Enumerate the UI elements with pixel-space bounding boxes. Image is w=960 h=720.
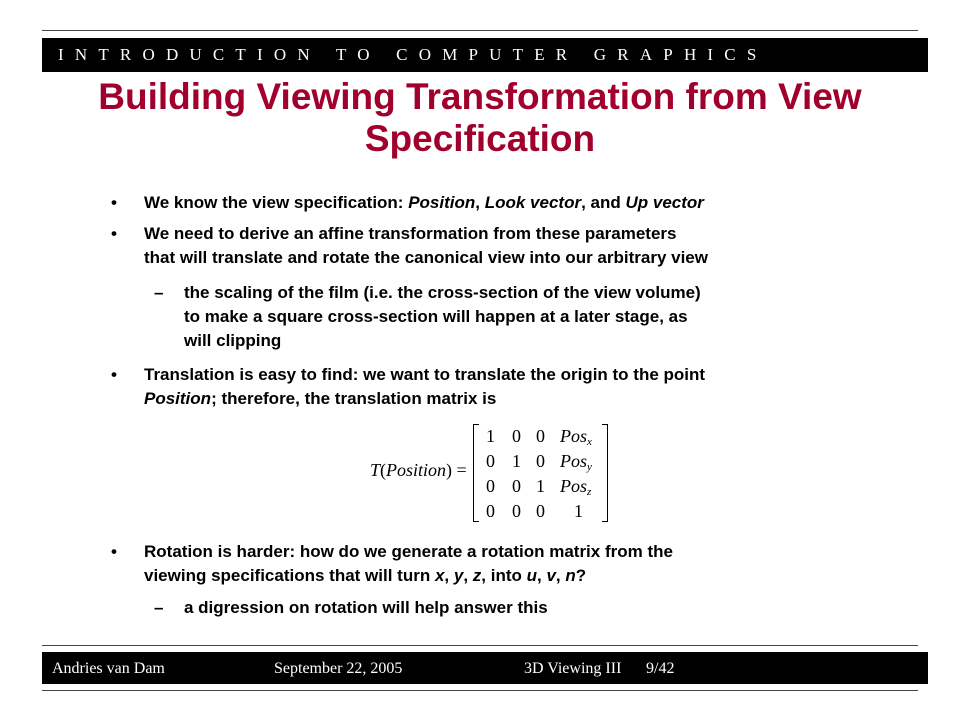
bullet-mark: • <box>111 365 117 384</box>
footer-bar <box>42 652 928 684</box>
bullet-mark: • <box>111 224 117 243</box>
bullet-view-spec: • We know the view specification: Position, Look vector, and Up vector <box>144 191 704 215</box>
matrix-left-bracket <box>473 424 479 522</box>
bullet-affine: • We need to derive an affine transformation from these parameters that will translate and rotate the canonical view into our arbitrary view <box>111 224 708 267</box>
matrix-cell: 1 <box>536 476 545 496</box>
footer-topic: 3D Viewing III <box>524 660 622 677</box>
matrix-cell: 1 <box>486 426 495 446</box>
bullet-mark: • <box>111 542 117 561</box>
matrix-cell: 1 <box>512 451 521 471</box>
matrix-cell: 0 <box>512 501 521 521</box>
matrix-cell: 0 <box>512 426 521 446</box>
top-rule <box>42 30 918 31</box>
dash-mark: – <box>154 598 164 617</box>
bottom-rule <box>42 690 918 691</box>
matrix-cell: 0 <box>512 476 521 496</box>
matrix-cell: Pos$_z$ <box>560 476 592 498</box>
matrix-cell: 0 <box>536 451 545 471</box>
slide-title-line1: Building Viewing Transformation from View <box>98 76 862 117</box>
matrix-label: T(Position) = <box>370 460 467 480</box>
dash-mark: – <box>154 283 164 302</box>
bullet-rotation: • Rotation is harder: how do we generate a rotation matrix from the viewing specifications that will turn x, y, z, into u, v, n? <box>111 542 673 585</box>
subbullet-scaling: – the scaling of the film (i.e. the cross-section of the view volume) to make a square cross-section will happen at a later stage, as will clipping <box>154 283 701 350</box>
bullet-mark: • <box>111 193 117 212</box>
slide-title-line2: Specification <box>364 118 596 159</box>
matrix-cell: 0 <box>536 501 545 521</box>
matrix-cell: Pos$_x$ <box>560 426 592 448</box>
matrix-cell: Pos$_y$ <box>560 451 592 473</box>
translation-matrix <box>370 424 620 522</box>
matrix-cell: 0 <box>486 451 495 471</box>
footer-author: Andries van Dam <box>52 660 165 677</box>
matrix-right-bracket <box>602 424 608 522</box>
matrix-cell: 0 <box>486 476 495 496</box>
subbullet-digression: – a digression on rotation will help answer this <box>184 596 548 620</box>
footer-page: 9/42 <box>646 660 675 677</box>
header-bar <box>42 38 928 72</box>
matrix-cell: 0 <box>536 426 545 446</box>
course-title: INTRODUCTION TO COMPUTER GRAPHICS <box>58 45 768 64</box>
matrix-cell: 1 <box>574 501 583 521</box>
footer-date: September 22, 2005 <box>274 660 403 677</box>
bullet-translation: • Translation is easy to find: we want to translate the origin to the point Position; therefore, the translation matrix is <box>111 365 706 408</box>
matrix-cell: 0 <box>486 501 495 521</box>
footer-top-rule <box>42 645 918 646</box>
